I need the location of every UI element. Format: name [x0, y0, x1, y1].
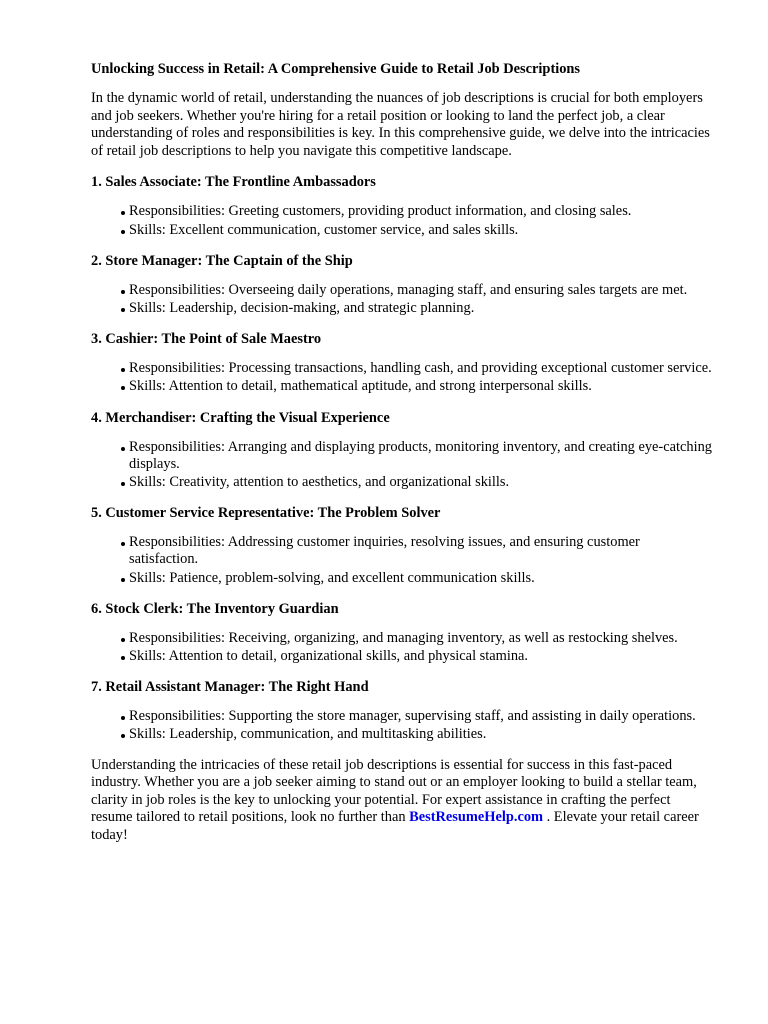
bullet-skills [121, 222, 712, 239]
bullet-text: Skills: Leadership, decision-making, and strategic planning. [129, 299, 475, 316]
bullet-skills [121, 570, 712, 587]
bullet-list [91, 203, 712, 238]
bullet-icon [121, 656, 125, 660]
bullet-icon [121, 290, 125, 294]
bullet-text: Skills: Creativity, attention to aesthetics, and organizational skills. [129, 474, 510, 490]
bullet-skills [121, 378, 712, 395]
bullet-icon [121, 578, 125, 582]
section-1 [91, 173, 712, 238]
bullet-responsibilities [121, 708, 712, 725]
section-3 [91, 330, 712, 395]
bullet-skills [121, 726, 712, 743]
bullet-responsibilities [121, 534, 712, 568]
section-7 [91, 678, 712, 743]
bullet-text: Skills: Leadership, communication, and multitasking abilities. [129, 726, 487, 743]
section-5 [91, 504, 712, 587]
section-heading: 3. Cashier: The Point of Sale Maestro [91, 331, 322, 348]
section-4 [91, 409, 712, 492]
bullet-text: Responsibilities: Overseeing daily operations, managing staff, and ensuring sales targets are met. [129, 281, 688, 298]
section-2 [91, 252, 712, 317]
section-heading: 4. Merchandiser: Crafting the Visual Experience [91, 409, 390, 426]
bullet-text: Responsibilities: Greeting customers, providing product information, and closing sales. [129, 203, 632, 220]
bullet-list [91, 534, 712, 587]
bullet-text: Skills: Patience, problem-solving, and excellent communication skills. [129, 569, 535, 586]
bullet-text: Skills: Attention to detail, organizational skills, and physical stamina. [129, 648, 529, 665]
bullet-text: Responsibilities: Receiving, organizing, and managing inventory, as well as restocking shelves. [129, 629, 678, 646]
bullet-icon [121, 308, 125, 312]
closing-text-end: . Elevate your retail career today! [91, 809, 699, 843]
intro-paragraph: In the dynamic world of retail, understanding the nuances of job descriptions is crucial for both employers and job seekers. Whether you're hiring for a retail position or looking to land the perfect job, a clear understanding of roles and responsibilities is key. In this comprehensive guide, we delve into the intricacies of retail job descriptions to help you navigate this competitive landscape. [91, 90, 710, 159]
bullet-skills [121, 648, 712, 665]
bullet-icon [121, 638, 125, 642]
bullet-list [91, 439, 712, 492]
bullet-icon [121, 482, 125, 486]
bestresumehelp-link[interactable]: BestResumeHelp.com [409, 809, 544, 826]
bullet-icon [121, 386, 125, 390]
section-heading: 1. Sales Associate: The Frontline Ambassadors [91, 174, 376, 191]
bullet-icon [121, 542, 125, 546]
section-heading: 7. Retail Assistant Manager: The Right Hand [91, 679, 369, 696]
bullet-text: Responsibilities: Addressing customer inquiries, resolving issues, and ensuring customer satisfaction. [129, 534, 640, 568]
bullet-icon [121, 716, 125, 720]
closing-text: Understanding the intricacies of these retail job descriptions is essential for success in this fast-paced industry. Whether you are a job seeker aiming to stand out or an employer looking to build a stellar team, clarity in job roles is the key to unlocking your potential. For expert assistance in crafting the perfect resume tailored to retail positions, look no further than [91, 756, 697, 826]
bullet-icon [121, 368, 125, 372]
bullet-list [91, 630, 712, 665]
bullet-icon [121, 230, 125, 234]
bullet-list [91, 360, 712, 395]
bullet-responsibilities [121, 630, 712, 647]
bullet-responsibilities [121, 439, 712, 473]
bullet-text: Skills: Excellent communication, customer service, and sales skills. [129, 221, 519, 238]
bullet-icon [121, 734, 125, 738]
bullet-icon [121, 211, 125, 215]
bullet-text: Skills: Attention to detail, mathematical aptitude, and strong interpersonal skills. [129, 378, 592, 395]
bullet-responsibilities [121, 203, 712, 220]
section-6 [91, 600, 712, 665]
section-heading: 2. Store Manager: The Captain of the Ship [91, 252, 353, 269]
bullet-text: Responsibilities: Processing transactions, handling cash, and providing exceptional customer service. [129, 360, 712, 377]
bullet-list [91, 708, 712, 743]
bullet-responsibilities [121, 360, 712, 377]
bullet-list [91, 282, 712, 317]
bullet-text: Responsibilities: Arranging and displaying products, monitoring inventory, and creating eye-catching displays. [129, 438, 712, 472]
bullet-text: Responsibilities: Supporting the store manager, supervising staff, and assisting in daily operations. [129, 708, 696, 725]
bullet-icon [121, 447, 125, 451]
section-heading: 6. Stock Clerk: The Inventory Guardian [91, 600, 339, 617]
bullet-responsibilities [121, 282, 712, 299]
bullet-skills [121, 474, 712, 491]
closing-paragraph [91, 757, 712, 845]
section-heading: 5. Customer Service Representative: The Problem Solver [91, 505, 441, 522]
document-title: Unlocking Success in Retail: A Comprehensive Guide to Retail Job Descriptions [91, 61, 581, 77]
bullet-skills [121, 300, 712, 317]
